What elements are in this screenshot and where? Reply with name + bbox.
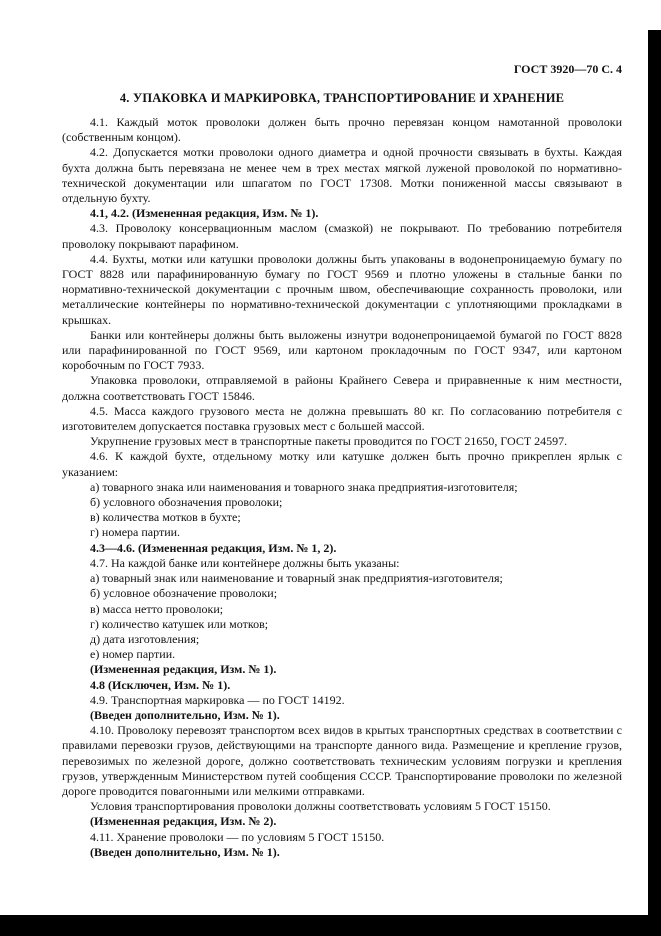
- para-4-3: 4.3. Проволоку консервационным маслом (смазкой) не покрывают. По требованию потребителя проволоку покрывают парафином.: [62, 221, 622, 251]
- para-4-4: 4.4. Бухты, мотки или катушки проволоки должны быть упакованы в водонепроницаемую бумагу по ГОСТ 8828 или парафинированную бумагу по ГОСТ 9569 и плотно уложены в стальные банки по нормативно-технической документации с прочным швом, обеспечивающие сохранность проволоки, или металлические контейнеры по нормативно-технической документации с уплотняющими прокладками в крышках.: [62, 251, 622, 327]
- list-item-4-6-v: в) количества мотков в бухте;: [90, 510, 241, 525]
- page-header: ГОСТ 3920—70 С. 4: [513, 62, 622, 76]
- note-amended-4-10: (Измененная редакция, Изм. № 2).: [90, 814, 277, 829]
- note-added-4-11: (Введен дополнительно, Изм. № 1).: [90, 844, 280, 859]
- para-4-6: 4.6. К каждой бухте, отдельному мотку или катушке должен быть прочно прикреплен ярлык с указанием:: [62, 449, 622, 479]
- note-excluded-4-8: 4.8 (Исключен, Изм. № 1).: [90, 677, 231, 692]
- para-4-11: 4.11. Хранение проволоки — по условиям 5 ГОСТ 15150.: [90, 829, 385, 844]
- list-item-4-6-b: б) условного обозначения проволоки;: [90, 495, 283, 510]
- section-title: 4. УПАКОВКА И МАРКИРОВКА, ТРАНСПОРТИРОВАНИЕ И ХРАНЕНИЕ: [119, 91, 565, 105]
- list-item-4-7-v: в) масса нетто проволоки;: [90, 601, 224, 616]
- para-4-10: 4.10. Проволоку перевозят транспортом всех видов в крытых транспортных средствах в соответствии с правилами перевозки грузов, действующими на транспорте данного вида. Размещение и крепление грузов, перевозимых по железной дороге, должно соответствовать техническим условиям погрузки и крепления грузов, утвержденным Министерством путей сообщения СССР. Транспортирование проволоки по железной дороге проводится повагонными или мелкими отправками.: [62, 723, 622, 798]
- para-4-5-cont: Укрупнение грузовых мест в транспортные пакеты проводится по ГОСТ 21650, ГОСТ 24597.: [90, 434, 568, 449]
- para-4-4-cont-2: Упаковка проволоки, отправляемой в районы Крайнего Севера и приравненные к ним местности, должна соответствовать ГОСТ 15846.: [62, 373, 622, 403]
- para-4-10-cont: Условия транспортирования проволоки должны соответствовать условиям 5 ГОСТ 15150.: [90, 799, 551, 814]
- note-amended-4-7: (Измененная редакция, Изм. № 1).: [90, 662, 277, 677]
- para-4-1: 4.1. Каждый моток проволоки должен быть прочно перевязан концом намотанной проволоки (собственным концом).: [62, 115, 622, 145]
- list-item-4-7-a: а) товарный знак или наименование и товарный знак предприятия-изготовителя;: [90, 571, 503, 586]
- note-amended-4-3-4-6: 4.3—4.6. (Измененная редакция, Изм. № 1, 2).: [90, 540, 337, 555]
- scan-edge-bottom: [0, 915, 661, 936]
- body-text: [62, 115, 622, 860]
- para-4-4-cont-1: Банки или контейнеры должны быть выложены изнутри водонепроницаемой бумагой по ГОСТ 8828 или парафинированной по ГОСТ 9569, или картоном прокладочным по ГОСТ 9347, или картоном коробочным по ГОСТ 7933.: [62, 327, 622, 373]
- para-4-9: 4.9. Транспортная маркировка — по ГОСТ 14192.: [90, 692, 345, 707]
- list-item-4-7-g: г) количество катушек или мотков;: [90, 616, 269, 631]
- page-content: [62, 62, 622, 860]
- list-item-4-7-b: б) условное обозначение проволоки;: [90, 586, 278, 601]
- para-4-7: 4.7. На каждой банке или контейнере должны быть указаны:: [90, 555, 400, 570]
- para-4-5: 4.5. Масса каждого грузового места не должна превышать 80 кг. По согласованию потребителя с изготовителем допускается поставка грузовых мест с большей массой.: [62, 403, 622, 434]
- note-amended-4-1-4-2: 4.1, 4.2. (Измененная редакция, Изм. № 1).: [90, 206, 319, 221]
- note-added-4-9: (Введен дополнительно, Изм. № 1).: [90, 707, 280, 722]
- list-item-4-6-a: а) товарного знака или наименования и товарного знака предприятия-изготовителя;: [90, 479, 518, 494]
- list-item-4-7-e: е) номер партии.: [90, 647, 176, 662]
- scan-edge-right: [648, 30, 661, 936]
- list-item-4-7-d: д) дата изготовления;: [90, 631, 200, 646]
- list-item-4-6-g: г) номера партии.: [90, 525, 181, 540]
- para-4-2: 4.2. Допускается мотки проволоки одного диаметра и одной прочности связывать в бухты. Каждая бухта должна быть перевязана не менее чем в трех местах мягкой луженой проволокой по нормативно-технической документации или шпагатом по ГОСТ 17308. Мотки пониженной массы связывают в отдельную бухту.: [62, 145, 622, 206]
